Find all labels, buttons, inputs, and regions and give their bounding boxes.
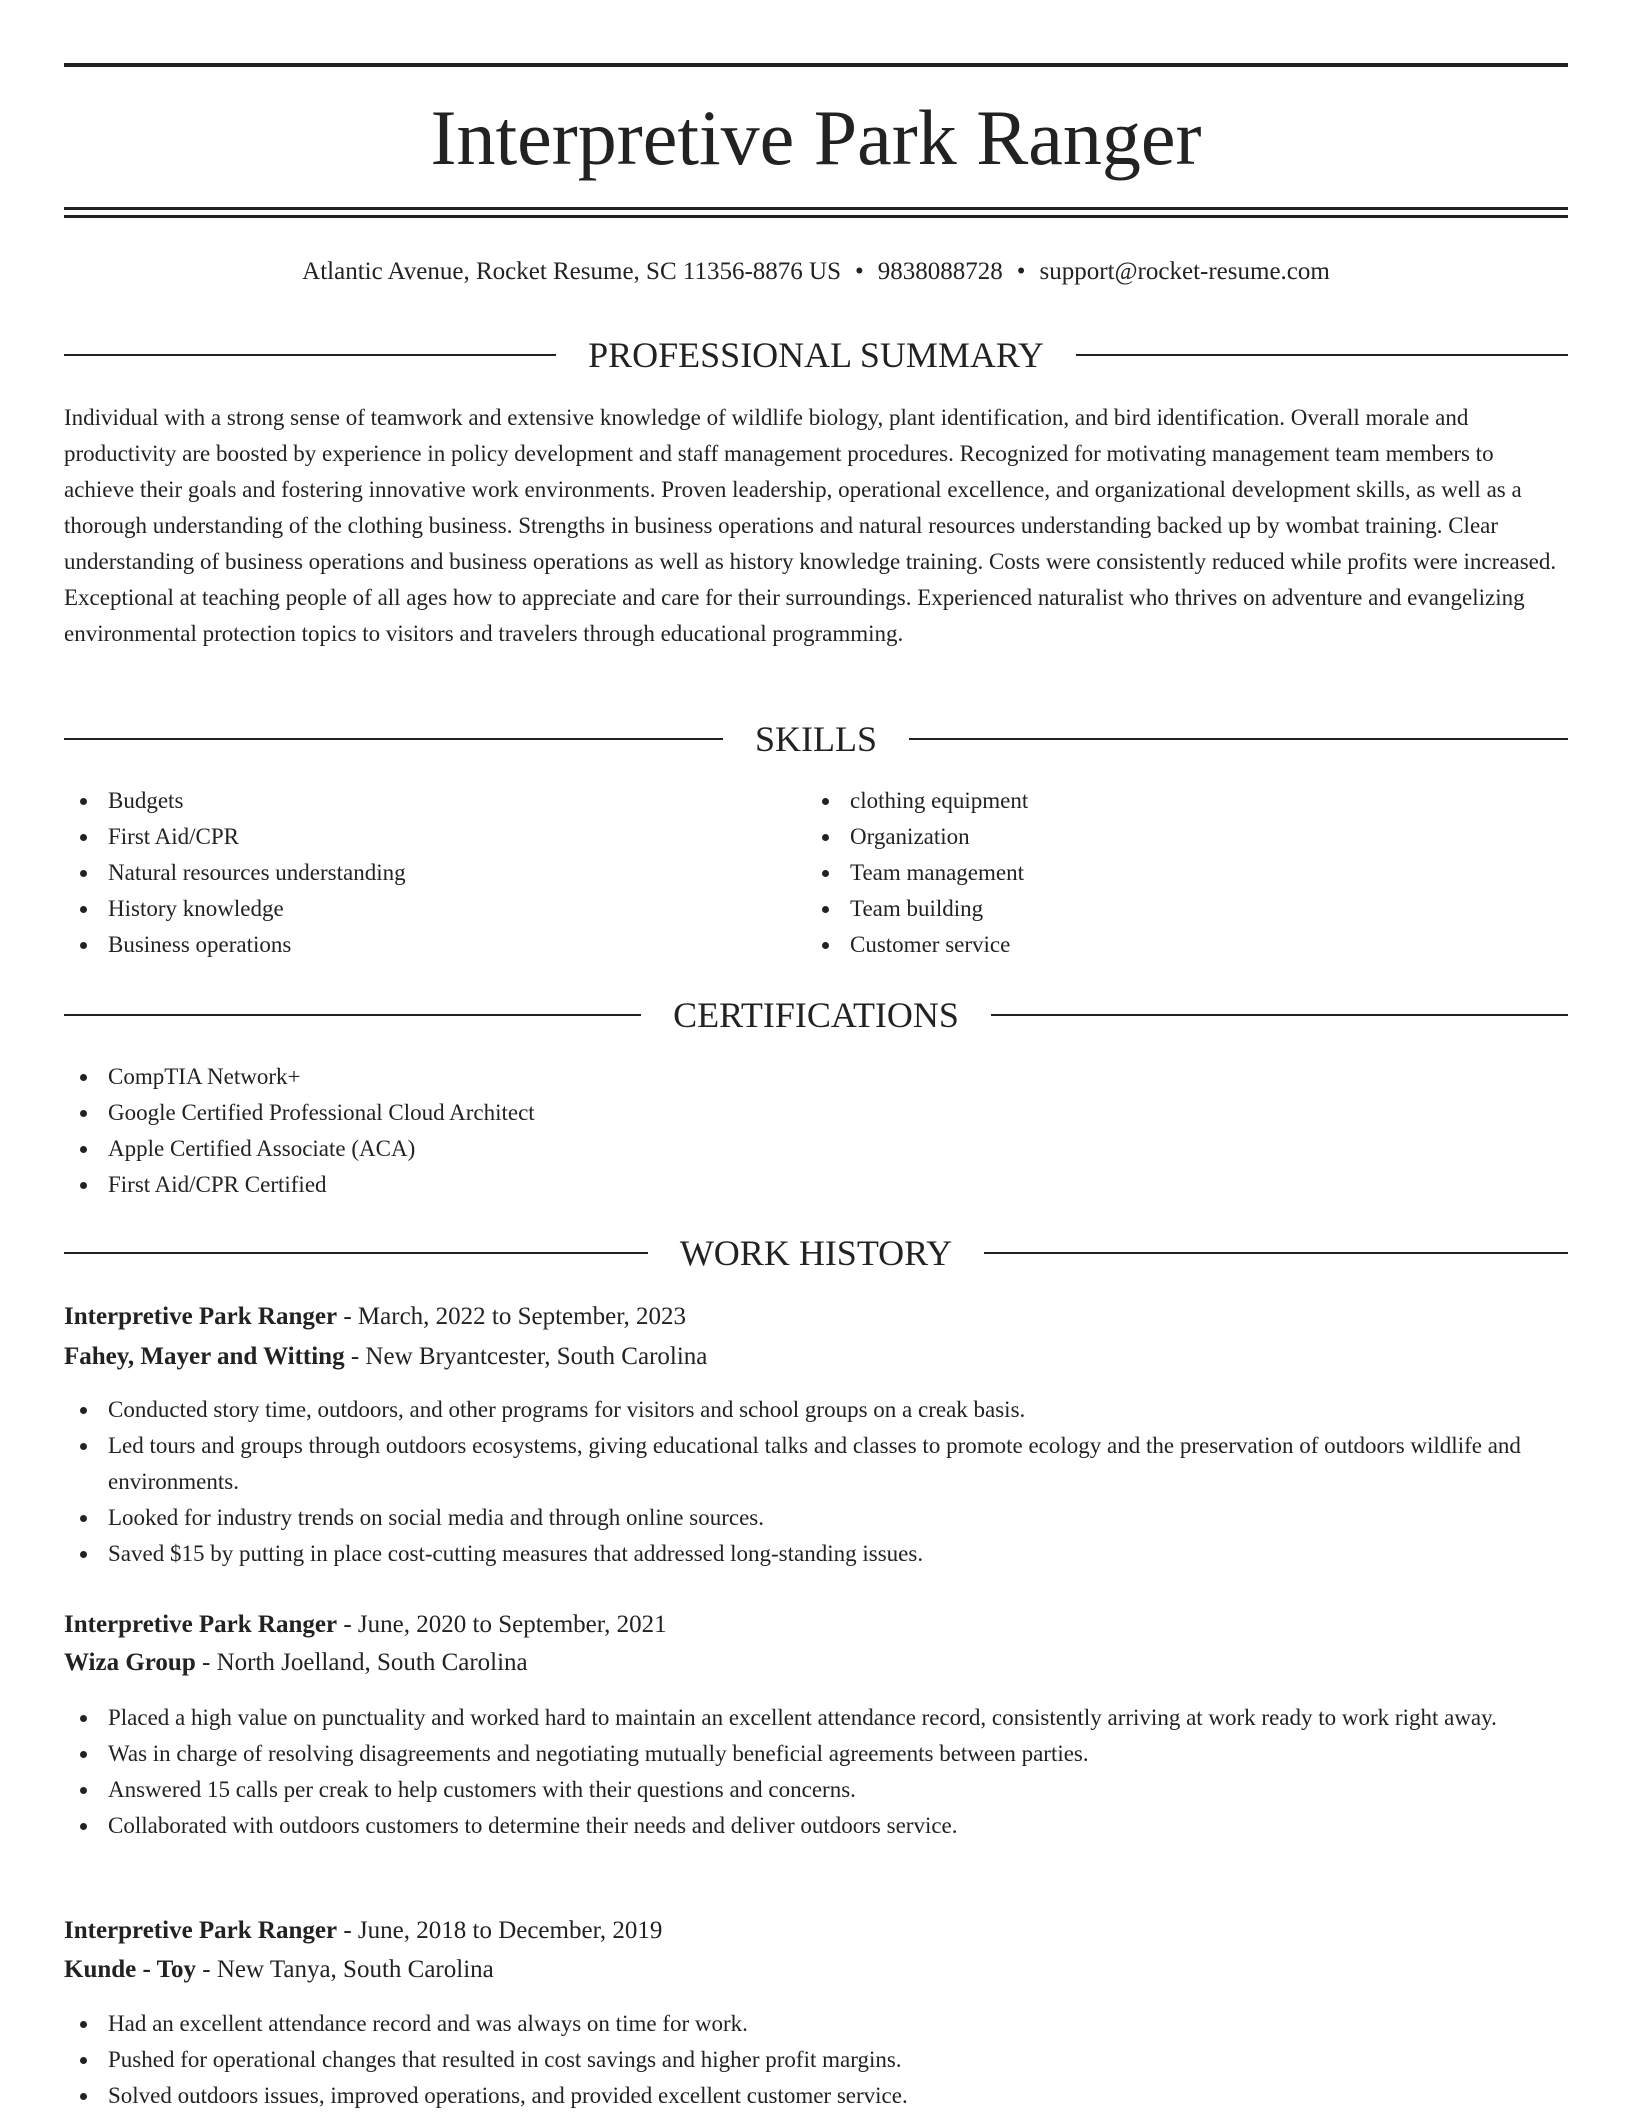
job-location: - North Joelland, South Carolina xyxy=(202,1649,528,1676)
contact-separator: • xyxy=(1016,258,1026,285)
job-bullet: Solved outdoors issues, improved operations, and provided excellent customer service. xyxy=(64,2078,1568,2114)
work-section-header xyxy=(64,1231,1568,1275)
contact-separator: • xyxy=(855,258,864,285)
skills-left-column xyxy=(64,783,804,963)
job-bullets xyxy=(64,2006,1568,2114)
job-bullet: Led tours and groups through outdoors ecosystems, giving educational talks and classes to promote ecology and the preservation of outdoors wildlife and environments. xyxy=(64,1428,1568,1500)
certification-item: CompTIA Network+ xyxy=(64,1059,1568,1095)
skill-item: Team building xyxy=(806,891,1546,927)
certifications-heading: CERTIFICATIONS xyxy=(673,995,959,1035)
job-title: Interpretive Park Ranger xyxy=(64,1611,338,1638)
job-dates: - June, 2018 to December, 2019 xyxy=(343,1917,663,1944)
divider-line xyxy=(991,1014,1568,1016)
divider-line xyxy=(909,738,1568,740)
skill-item: Organization xyxy=(806,819,1546,855)
skill-item: Budgets xyxy=(64,783,804,819)
job-bullet: Had an excellent attendance record and was always on time for work. xyxy=(64,2006,1568,2042)
header-bottom-rule-second xyxy=(64,215,1568,218)
divider-line xyxy=(64,1014,641,1016)
job-title: Interpretive Park Ranger xyxy=(64,1917,338,1944)
job-bullet: Collaborated with outdoors customers to determine their needs and deliver outdoors service. xyxy=(64,1808,1568,1844)
resume-name: Interpretive Park Ranger xyxy=(430,94,1202,181)
certifications-list xyxy=(64,1059,1568,1203)
certification-item: Google Certified Professional Cloud Architect xyxy=(64,1095,1568,1131)
job-title: Interpretive Park Ranger xyxy=(64,1303,338,1330)
contact-email: support@rocket-resume.com xyxy=(1039,258,1330,285)
job-company: Kunde - Toy xyxy=(64,1956,197,1983)
job-bullet: Conducted story time, outdoors, and other programs for visitors and school groups on a creak basis. xyxy=(64,1392,1568,1428)
job-bullet: Answered 15 calls per creak to help customers with their questions and concerns. xyxy=(64,1772,1568,1808)
job-company-line xyxy=(64,1340,1568,1374)
certifications-section-header xyxy=(64,993,1568,1037)
skill-item: clothing equipment xyxy=(806,783,1546,819)
job-location: - New Tanya, South Carolina xyxy=(202,1956,494,1983)
skills-right-column xyxy=(806,783,1546,963)
contact-line xyxy=(64,256,1568,288)
skill-item: Business operations xyxy=(64,927,804,963)
summary-section-header xyxy=(64,333,1568,377)
certification-item: First Aid/CPR Certified xyxy=(64,1167,1568,1203)
skill-item: History knowledge xyxy=(64,891,804,927)
work-heading: WORK HISTORY xyxy=(679,1233,953,1273)
job-bullet: Was in charge of resolving disagreements and negotiating mutually beneficial agreements between parties. xyxy=(64,1736,1568,1772)
job-company-line xyxy=(64,1953,1568,1987)
contact-phone: 9838088728 xyxy=(877,258,1003,285)
skills-section-header xyxy=(64,717,1568,761)
job-bullets xyxy=(64,1700,1568,1844)
job-title-line xyxy=(64,1914,1568,1948)
summary-text: Individual with a strong sense of teamwork and extensive knowledge of wildlife biology, plant identification, and bird identification. Overall morale and productivity are boosted by experience in policy development and staff management procedures. Recognized for motivating management team members to achieve their goals and fostering innovative work environments. Proven leadership, operational excellence, and organizational development skills, as well as a thorough understanding of the clothing business. Strengths in business operations and natural resources understanding backed up by wombat training. Clear understanding of business operations and business operations as well as history knowledge training. Costs were consistently reduced while profits were increased. Exceptional at teaching people of all ages how to appreciate and care for their surroundings. Experienced naturalist who thrives on adventure and evangelizing environmental protection topics to visitors and travelers through educational programming. xyxy=(64,405,1557,646)
contact-address: Atlantic Avenue, Rocket Resume, SC 11356-8876 US xyxy=(302,258,841,285)
job-company: Fahey, Mayer and Witting xyxy=(64,1343,345,1370)
job-bullet: Looked for industry trends on social media and through online sources. xyxy=(64,1500,1568,1536)
job-dates: - March, 2022 to September, 2023 xyxy=(343,1303,687,1330)
header-top-rule xyxy=(64,63,1568,67)
divider-line xyxy=(64,1252,648,1254)
job-title-line xyxy=(64,1300,1568,1334)
job-location: - New Bryantcester, South Carolina xyxy=(350,1343,708,1370)
summary-heading: PROFESSIONAL SUMMARY xyxy=(588,335,1044,375)
skill-item: Natural resources understanding xyxy=(64,855,804,891)
job-company: Wiza Group xyxy=(64,1649,196,1676)
header-bottom-rule xyxy=(64,207,1568,210)
job-company-line xyxy=(64,1646,1568,1680)
divider-line xyxy=(1076,354,1568,356)
job-dates: - June, 2020 to September, 2021 xyxy=(343,1611,667,1638)
job-bullet: Pushed for operational changes that resulted in cost savings and higher profit margins. xyxy=(64,2042,1568,2078)
skill-item: First Aid/CPR xyxy=(64,819,804,855)
skill-item: Customer service xyxy=(806,927,1546,963)
job-bullet: Placed a high value on punctuality and worked hard to maintain an excellent attendance record, consistently arriving at work ready to work right away. xyxy=(64,1700,1568,1736)
job-bullet: Saved $15 by putting in place cost-cutting measures that addressed long-standing issues. xyxy=(64,1536,1568,1572)
certification-item: Apple Certified Associate (ACA) xyxy=(64,1131,1568,1167)
skills-heading: SKILLS xyxy=(755,719,878,759)
job-title-line xyxy=(64,1608,1568,1642)
divider-line xyxy=(64,738,723,740)
job-bullets xyxy=(64,1392,1568,1572)
skill-item: Team management xyxy=(806,855,1546,891)
divider-line xyxy=(64,354,556,356)
divider-line xyxy=(984,1252,1568,1254)
